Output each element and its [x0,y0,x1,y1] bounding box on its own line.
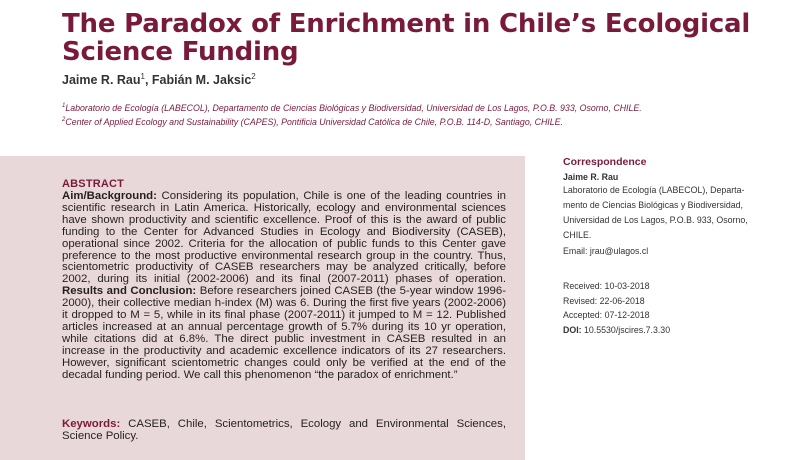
affiliation-line [62,100,762,114]
correspondence-sidebar [563,156,778,337]
author-affiliation-marker: 2 [251,72,256,81]
correspondence-heading: Correspondence [563,156,647,168]
affiliation-number: 2 [62,117,66,124]
author-name: Jaime R. Rau [62,73,141,88]
doi [563,323,778,338]
correspondence-address-line: mento de Ciencias Biológicas y Biodiversidad, [563,200,743,210]
author-affiliation-marker: 1 [140,72,145,81]
article-dates [563,279,778,337]
affiliations [62,100,762,129]
abstract-label-results: Results and Conclusion: [62,285,197,298]
doi-label: DOI: [563,324,582,335]
correspondence-name: Jaime R. Rau [563,172,619,182]
keywords-text: CASEB, Chile, Scientometrics, Ecology and Environmental Sciences, Science Policy. [62,418,506,443]
affiliation-text: Center of Applied Ecology and Sustainability (CAPES), Pontificia Universidad Católica de Chile, P.O.B. 114-D, Santiago, CHILE. [65,117,563,128]
correspondence-address-line: CHILE. [563,230,592,240]
affiliation-line [62,114,762,128]
doi-value: 10.5530/jscires.7.3.30 [581,324,671,335]
date-received: Received: 10-03-2018 [563,281,650,291]
author-list [62,72,256,87]
abstract-panel [0,156,525,460]
abstract-heading: ABSTRACT [62,178,125,190]
correspondence-email: Email: jrau@ulagos.cl [563,246,649,256]
abstract-text-background: Considering its population, Chile is one of the leading countries in scientific research in Latin America. Historically, ecology and environmental sciences have shown productivity and scientific excellence. Proof of this is the award of public funding to the Center for Advanced Studies in Ecology and Biodiversity (CASEB), operational since 2002. Criteria for the allocation of public funds to this Center gave preference to the most productive environmental research group in the country. Thus, scientometric productivity of CASEB researchers may be analyzed critically, before 2002, during its initial (2002-2006) and its final (2007-2011) phases of operation. [62,190,506,286]
author-separator: , [144,73,152,88]
correspondence-address-line: Laboratorio de Ecología (LABECOL), Departa- [563,185,745,195]
author-name: Fabián M. Jaksic [151,73,252,88]
keywords-label: Keywords: [62,418,121,430]
abstract-label-background: Aim/Background: [62,190,157,202]
correspondence-address-line: Universidad de Los Lagos, P.O.B. 933, Osorno, [563,215,748,225]
affiliation-text: Laboratorio de Ecología (LABECOL), Departamento de Ciencias Biológicas y Biodiversidad, Universidad de Los Lagos, P.O.B. 933, Osorno, CHILE. [65,102,642,113]
abstract-body [62,191,506,382]
date-accepted: Accepted: 07-12-2018 [563,310,650,320]
keywords [62,418,506,442]
affiliation-number: 1 [62,103,66,109]
abstract-text-results: Before researchers joined CASEB (the 5-year window 1996-2000), their collective median h-index (M) was 6. During the first five years (2002-2006) it dropped to M = 5, while in its final phase (2007-2011) it jumped to M = 12. Published articles increased at an annual percentage growth of 5.7% during its 10 yr operation, while citations did at 6.8%. The direct public investment in CASEB resulted in an increase in the productivity and academic excellence indicators of its 27 researchers. However, significant scientometric changes could only be verified at the end of the decadal funding period. We call this phenomenon “the paradox of enrichment.” [62,285,506,381]
article-title: The Paradox of Enrichment in Chile’s Ecological Science Funding [62,9,751,67]
date-revised: Revised: 22-06-2018 [563,295,645,306]
